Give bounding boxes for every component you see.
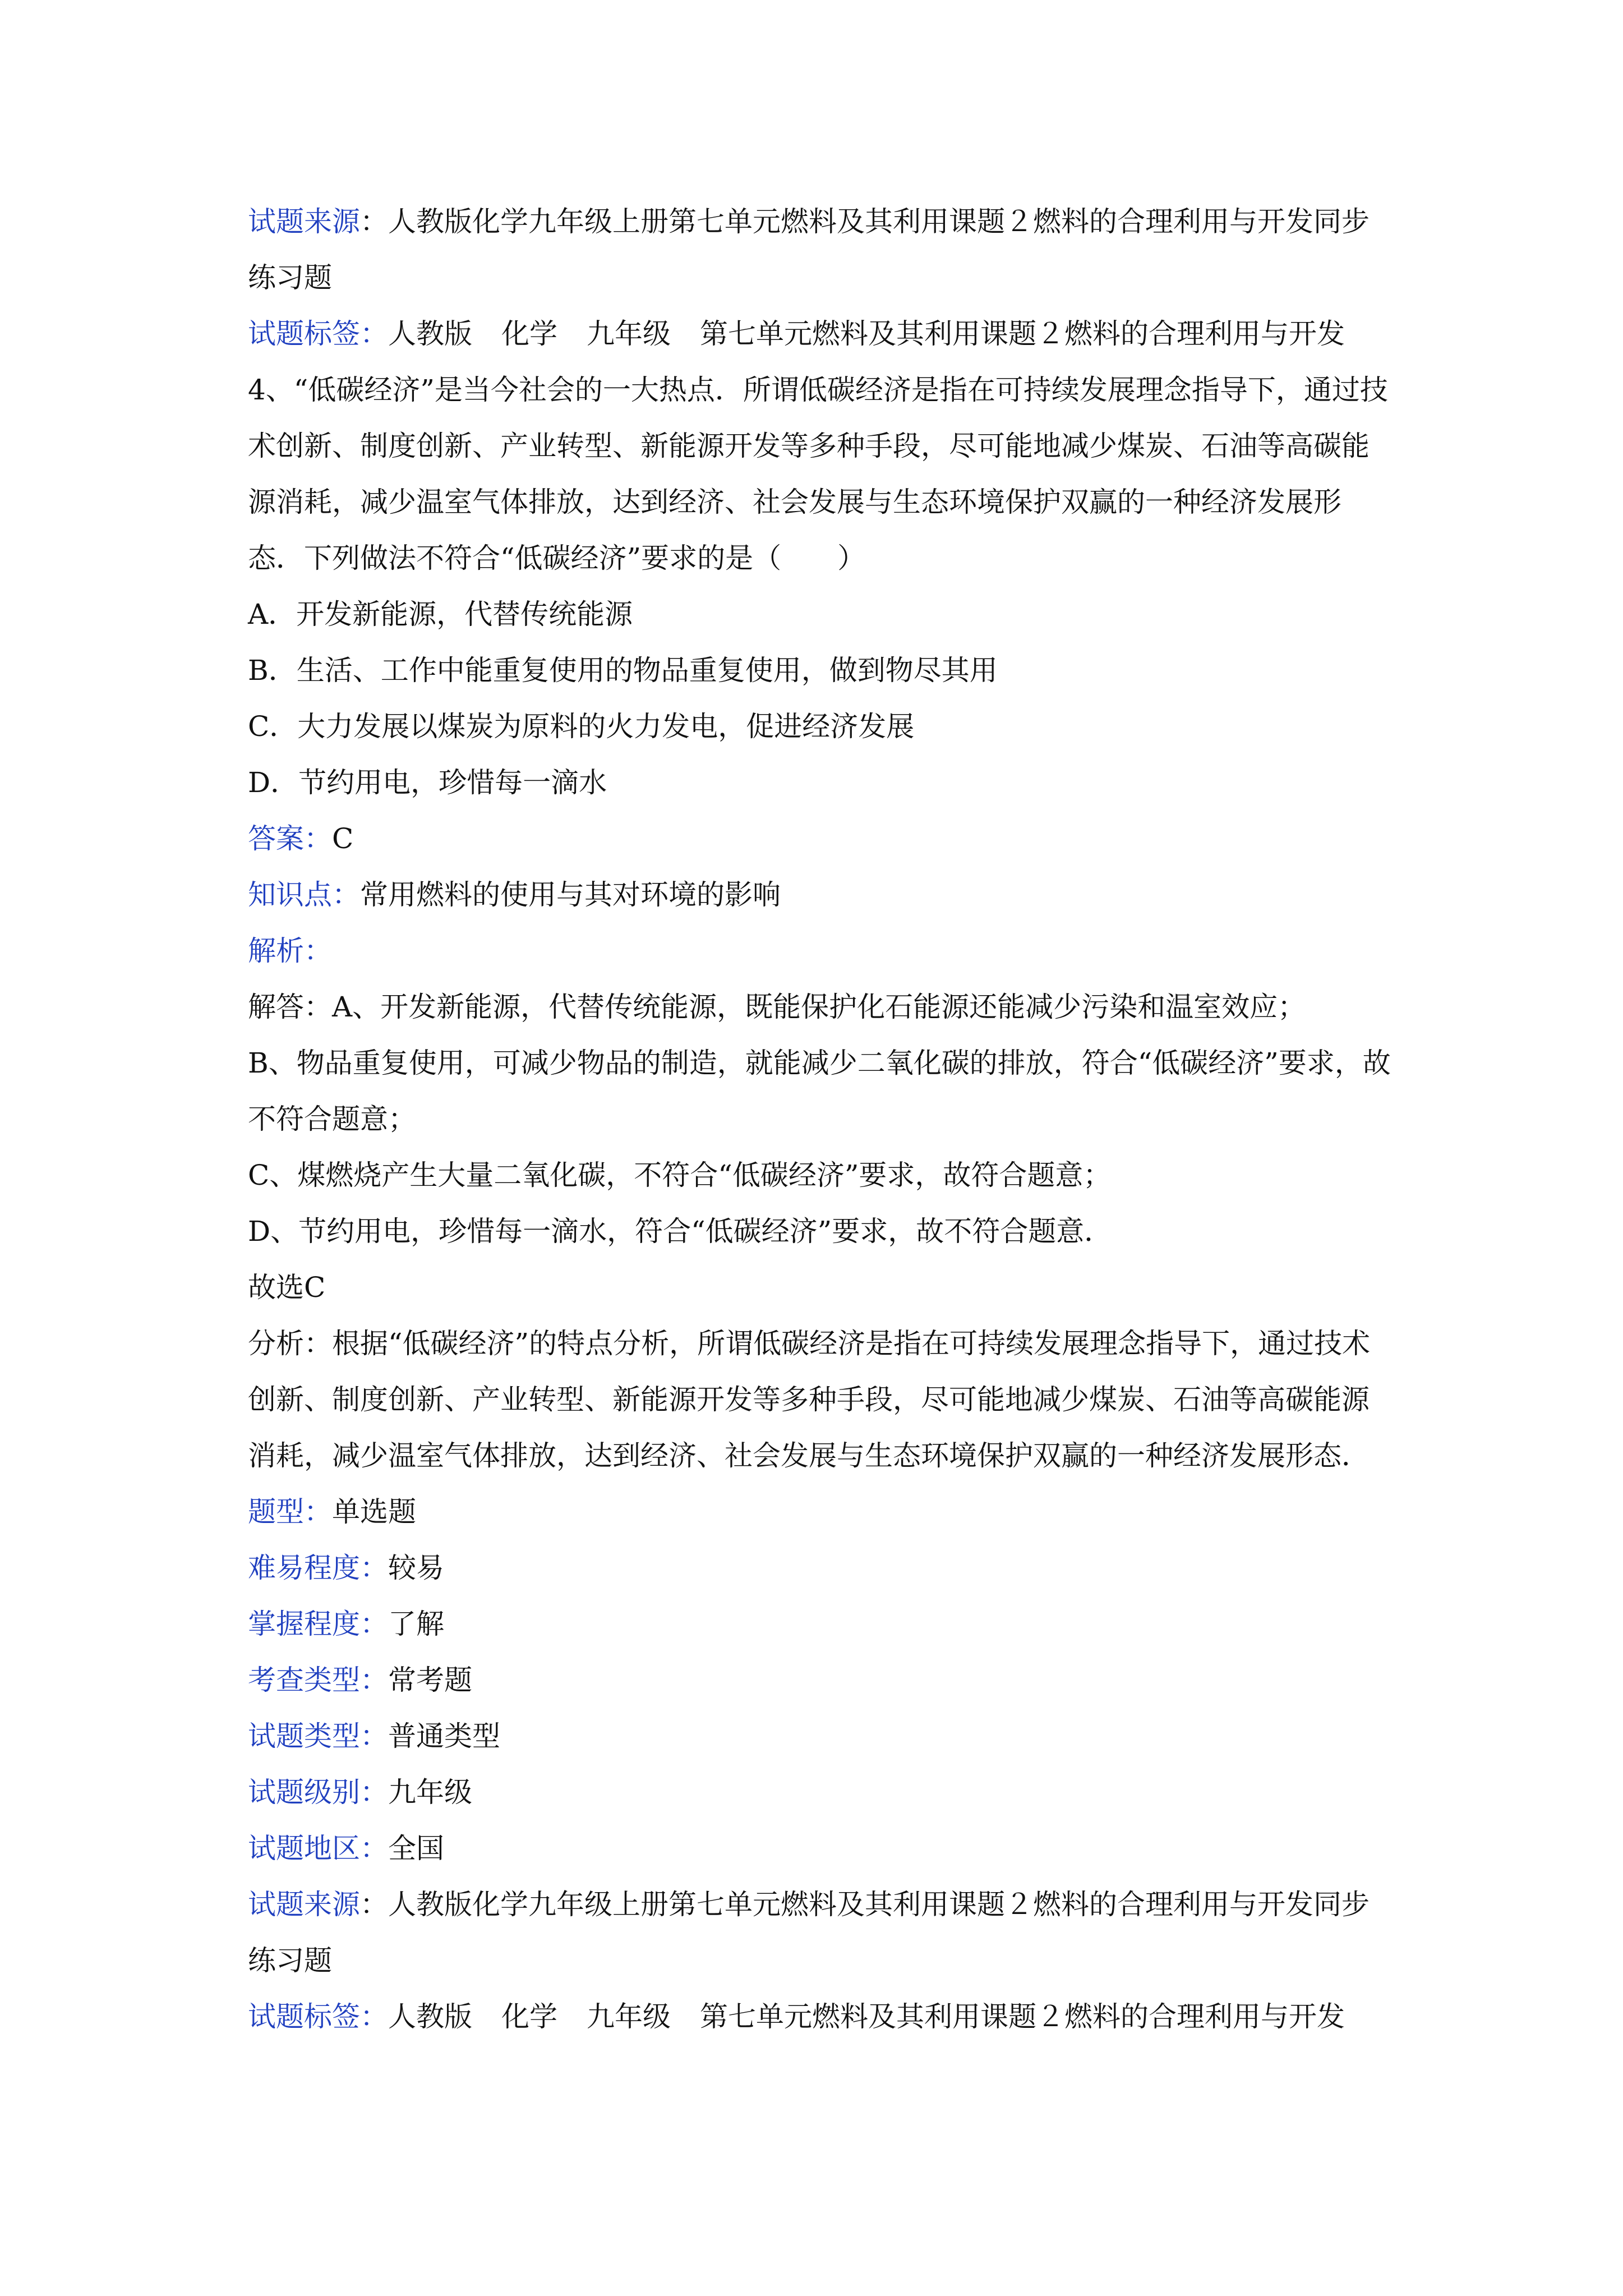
source-text: ：人教版化学九年级上册第七单元燃料及其利用课题２燃料的合理利用与开发同步练习题 [248, 1888, 1370, 1977]
analysis-line: 分析：根据“低碳经济”的特点分析，所谓低碳经济是指在可持续发展理念指导下，通过技术创新、制度创新、产业转型、新能源开发等多种手段，尽可能地减少煤炭、石油等高碳能源消耗，减少温室气体排放，达到经济、社会发展与生态环境保护双赢的一种经济发展形态． [248, 1327, 1371, 1472]
field-value: 了解 [388, 1608, 444, 1640]
source-text: ：人教版化学九年级上册第七单元燃料及其利用课题２燃料的合理利用与开发同步练习题 [248, 205, 1370, 294]
field-value: 较易 [388, 1552, 444, 1584]
field-label: 考查类型： [248, 1664, 388, 1696]
knowledge-label: 知识点： [248, 878, 360, 911]
tag: 第七单元燃料及其利用课题２燃料的合理利用与开发 [700, 318, 1345, 350]
field-value: 单选题 [332, 1496, 416, 1528]
analysis-line: 解答：A、开发新能源，代替传统能源，既能保护化石能源还能减少污染和温室效应； [248, 991, 1306, 1023]
option-d: D．节约用电，珍惜每一滴水 [248, 766, 607, 799]
analysis-line: B、物品重复使用，可减少物品的制造，就能减少二氧化碳的排放，符合“低碳经济”要求，故不符合题意； [248, 1047, 1391, 1135]
field-exam-type [248, 1652, 1392, 1708]
answer-line [248, 811, 1392, 867]
tags-label: 试题标签： [248, 318, 388, 350]
field-value: 全国 [388, 1832, 444, 1865]
answer-label: 答案： [248, 822, 332, 855]
document-content [248, 194, 1392, 2045]
field-label: 试题地区： [248, 1832, 388, 1865]
source-label: 试题来源 [248, 1888, 360, 1921]
tags-line-top [248, 306, 1392, 362]
field-label: 题型： [248, 1496, 332, 1528]
source-label: 试题来源 [248, 205, 360, 238]
tag: 人教版 [388, 318, 472, 350]
field-value: 常考题 [388, 1664, 472, 1696]
analysis-label: 解析： [248, 935, 332, 967]
tag: 化学 [501, 2000, 557, 2033]
field-difficulty [248, 1540, 1392, 1596]
source-line-bottom [248, 1876, 1392, 1989]
knowledge-line [248, 867, 1392, 923]
answer-value: C [332, 822, 354, 855]
tag: 九年级 [587, 318, 671, 350]
field-question-type [248, 1484, 1392, 1540]
tags-line-bottom [248, 1989, 1392, 2045]
field-label: 试题类型： [248, 1720, 388, 1752]
tag: 第七单元燃料及其利用课题２燃料的合理利用与开发 [700, 2000, 1345, 2033]
analysis-label-line [248, 923, 1392, 979]
analysis-line: 故选C [248, 1271, 326, 1304]
option-c: C．大力发展以煤炭为原料的火力发电，促进经济发展 [248, 710, 915, 743]
analysis-line: D、节约用电，珍惜每一滴水，符合“低碳经济”要求，故不符合题意． [248, 1215, 1113, 1248]
field-label: 试题级别： [248, 1776, 388, 1809]
field-label: 难易程度： [248, 1552, 388, 1584]
field-item-type [248, 1708, 1392, 1764]
field-region [248, 1820, 1392, 1876]
field-value: 普通类型 [388, 1720, 500, 1752]
tags-label: 试题标签： [248, 2000, 388, 2033]
field-mastery [248, 1596, 1392, 1652]
field-value: 九年级 [388, 1776, 472, 1809]
option-a: A．开发新能源，代替传统能源 [248, 598, 633, 631]
tag: 九年级 [587, 2000, 671, 2033]
tag: 化学 [501, 318, 557, 350]
knowledge-value: 常用燃料的使用与其对环境的影响 [360, 878, 781, 911]
analysis-line: C、煤燃烧产生大量二氧化碳，不符合“低碳经济”要求，故符合题意； [248, 1159, 1112, 1191]
field-level [248, 1764, 1392, 1820]
option-b: B．生活、工作中能重复使用的物品重复使用，做到物尽其用 [248, 654, 998, 687]
tag: 人教版 [388, 2000, 472, 2033]
question-stem: 4、“低碳经济”是当今社会的一大热点．所谓低碳经济是指在可持续发展理念指导下，通过技术创新、制度创新、产业转型、新能源开发等多种手段，尽可能地减少煤炭、石油等高碳能源消耗，减少温室气体排放，达到经济、社会发展与生态环境保护双赢的一种经济发展形态．下列做法不符合“低碳经济”要求的是（ ） [248, 374, 1388, 574]
source-line-top [248, 194, 1392, 306]
field-label: 掌握程度： [248, 1608, 388, 1640]
